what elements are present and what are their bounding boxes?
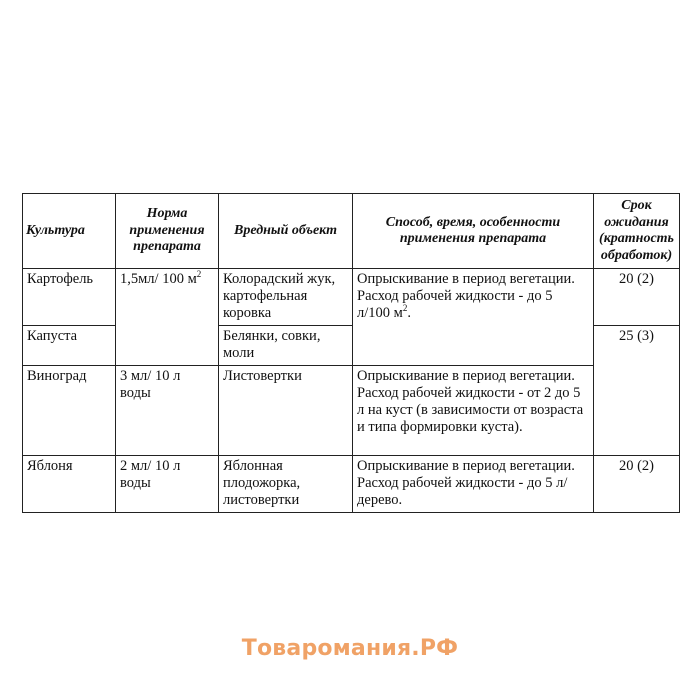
waiting-cell: 25 (3) [594, 326, 680, 456]
table-row [23, 366, 680, 456]
header-method: Способ, время, особенности применения препарата [353, 194, 594, 269]
rate-cell: 2 мл/ 10 л воды [116, 456, 219, 513]
table-row [23, 456, 680, 513]
crop-cell: Картофель [23, 269, 116, 326]
method-cell: Опрыскивание в период вегетации. Расход рабочей жидкости - до 5 л/100 $м^2$. [353, 269, 594, 366]
method-cell: Опрыскивание в период вегетации. Расход рабочей жидкости - от 2 до 5 л на куст (в зависимости от возраста и типа формировки куста). [353, 366, 594, 456]
header-pest: Вредный объект [219, 194, 353, 269]
waiting-cell: 20 (2) [594, 456, 680, 513]
crop-cell: Яблоня [23, 456, 116, 513]
method-cell: Опрыскивание в период вегетации. Расход рабочей жидкости - до 5 л/ дерево. [353, 456, 594, 513]
header-rate: Норма применения препарата [116, 194, 219, 269]
waiting-cell: 20 (2) [594, 269, 680, 326]
pesticide-application-table [22, 193, 680, 513]
site-watermark: Товаромания.РФ [241, 636, 459, 661]
pest-cell: Яблонная плодожорка, листовертки [219, 456, 353, 513]
pest-cell: Колорадский жук, картофельная коровка [219, 269, 353, 326]
pest-cell: Листовертки [219, 366, 353, 456]
crop-cell: Капуста [23, 326, 116, 366]
header-crop: Культура [23, 194, 116, 269]
table-row [23, 269, 680, 326]
rate-cell: 3 мл/ 10 л воды [116, 366, 219, 456]
table-header-row [23, 194, 680, 269]
rate-cell: 1,5мл/ 100 $м^2$ [116, 269, 219, 366]
header-waiting: Срок ожидания (кратность обработок) [594, 194, 680, 269]
pest-cell: Белянки, совки, моли [219, 326, 353, 366]
crop-cell: Виноград [23, 366, 116, 456]
